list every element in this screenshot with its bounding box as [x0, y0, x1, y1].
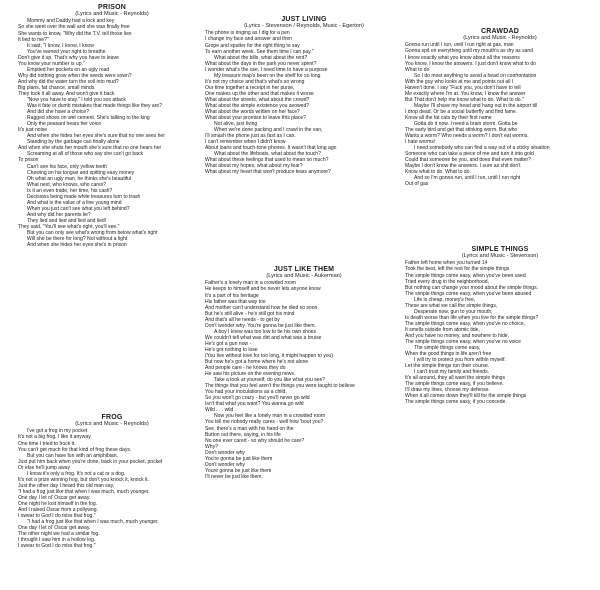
lyric-line: I've got a frog in my pocket — [27, 428, 88, 435]
lyric-line: I'll draw my lines, choose my defense. — [405, 387, 490, 394]
lyric-line: Don't give it up. That's why you have to leave — [18, 54, 119, 61]
lyric-line: I thought I saw him in a hollow log. — [18, 537, 96, 544]
lyric-line: With the guy who looks at me and points out all I — [405, 78, 514, 85]
lyric-line: Maybe I'll shave my head and hang out in the airport till — [414, 102, 538, 109]
lyric-line: Gotta do it now. I need a brain storm. Gotta be — [414, 121, 518, 128]
lyric-line: Grope and sputter for the right thing to say — [205, 42, 300, 49]
lyric-line: And you have no money, and nowhere to hide, — [405, 332, 510, 339]
lyric-line: So I do most anything to avoid a head on confrontation — [414, 72, 537, 79]
lyric-line: It's all around, they all want the simple things — [405, 375, 505, 382]
lyric-line: I need somebody who can find a way out of a sticky situation — [414, 145, 550, 152]
lyric-line: Desperate now, gun to your mouth, — [414, 308, 493, 315]
lyric-line: Just put him back when you're done, back in your pocket, pocket — [18, 458, 163, 465]
lyric-line: Maybe I don't know the answers. I sure as shit don't — [405, 163, 521, 170]
lyric-line: One day I let ol' Oscar get away. — [18, 525, 91, 532]
lyric-line: Me exactly where I'm at. You know, I know the answer — [405, 90, 526, 97]
lyric-line: But nothing can change your mood about the simple things. — [405, 284, 538, 291]
lyric-line: He's got nothing to lose — [205, 346, 258, 353]
lyric-line: "Now you have to stay." I told you sos attack — [27, 97, 126, 104]
lyric-line: Only the peasant hears her voice — [27, 121, 102, 128]
lyric-line: I change my face and answer and then — [205, 36, 292, 43]
lyric-line: Was it fate or dumb mistakes that made things like they are? — [27, 103, 163, 110]
lyric-line: I swear to God I do miss that frog." — [18, 543, 96, 550]
lyric-line: The early bird and get that stinking worm. But who — [405, 127, 518, 134]
lyric-line: And when she hides her eyes she's sure that no one sees her — [27, 133, 165, 140]
lyric-line: The simple things come easy, when you've no voice — [405, 339, 521, 346]
lyric-line: (You live without love for too long, it might happen to you) — [205, 352, 334, 359]
lyric-line: It's a part of his heritage — [205, 292, 259, 299]
lyric-line: Life is cheap, money's free, — [414, 296, 476, 303]
lyric-line: Standing by the garbage can finally alone — [27, 139, 120, 146]
lyric-line: He keeps to himself and he never lets anyone know — [205, 286, 321, 293]
lyric-line: Don't wonder why — [205, 449, 245, 456]
lyric-line: Why did nothing grow when the seeds were sown? — [18, 72, 132, 79]
song-lyrics — [205, 30, 403, 175]
song-title: SIMPLE THINGS — [471, 246, 529, 253]
lyric-line: Someone who can take a piece of me and turn it into gold — [405, 151, 534, 158]
lyric-line: I know exactly what you know about all the reasons — [405, 54, 520, 61]
lyric-line: The simple things come easy, when you've been used. — [405, 272, 528, 279]
lyric-line: But you can only see what's wrong from below what's right — [27, 230, 158, 237]
lyric-line: Is it an even trade, her time, his cash? — [27, 187, 113, 194]
lyric-line: They took it all away. And won't give it back — [18, 90, 115, 97]
lyric-line: Haven't done. I say "Fuck you, you don't have to tell — [405, 84, 521, 91]
lyric-line: "I had a frog just like that when I was much, much younger. — [18, 488, 150, 495]
lyric-line: But you can have fun with an amphibian. — [27, 452, 118, 459]
lyric-line: And when she hides her eyes she's in prison — [27, 242, 127, 249]
lyric-line: Don't wonder why — [205, 461, 245, 468]
lyric-line: Wants a worm? Who needs a worm? I don't eat worms. — [405, 133, 529, 140]
lyric-line: And what is the value of a line young mind — [27, 199, 122, 206]
lyric-line: My treasure map's been on the shelf for so long — [214, 72, 321, 79]
lyric-line: I'll smash the phone just as fast as I can. — [205, 133, 296, 140]
lyric-line: I can't trust my family and friends. — [414, 369, 490, 376]
lyric-line: When it all comes down they'll kill for the simple things — [405, 393, 527, 400]
lyric-line: Chewing on his tongue and spitting easy money — [27, 169, 135, 176]
lyric-line: Emptied her pockets on an ugly road — [27, 66, 110, 73]
lyric-line: The simple things come easy, when you've no choice, — [405, 320, 526, 327]
lyric-line: Our time together a receipt in her purse, — [205, 84, 295, 91]
lyric-line: They lied and lied and lied and lied! — [27, 217, 107, 224]
song-credits: (Lyrics and Music - Aukerman) — [266, 273, 342, 279]
lyric-line: What to do — [405, 66, 430, 73]
lyric-line: But now he's got a home where he's not alone — [205, 359, 309, 366]
lyric-line: A boy I knew was too low to tie his own shoes — [214, 328, 317, 335]
lyric-line: The other night we had a similar fog. — [18, 531, 100, 538]
lyric-line: The simple things come easy, when you've been abused — [405, 290, 532, 297]
lyric-line: These are what we call the simple things, — [405, 302, 498, 309]
lyric-line: It's not a big frog, I like it anyway. — [18, 434, 92, 441]
lyric-line: The phone is ringing as I dig for a pen — [205, 30, 290, 37]
lyric-line: Mommy and Daddy had a lock and key — [27, 18, 115, 25]
lyric-line: One time I tried to hock it. — [18, 440, 76, 447]
lyric-line: We couldn't tell what was dirt and what was a bruise — [205, 334, 322, 341]
song-credits: (Lyrics and Music - Stevenson) — [461, 253, 539, 259]
song-just-living — [205, 16, 403, 176]
lyric-line: Button out there, saying, in his life — [205, 431, 281, 438]
lyric-line: What next, who knows, who cares? — [27, 181, 107, 188]
lyric-line: Just the other day I heard this old man say, — [18, 482, 115, 489]
lyric-line: What about the bills, what about the rent? — [214, 54, 308, 61]
lyric-line: Oh what an ugly man, he thinks she's beautiful — [27, 175, 132, 182]
song-lyrics — [405, 260, 595, 405]
song-just-like-them — [205, 266, 403, 480]
lyric-line: Know all the fat cats by their first name — [405, 114, 492, 121]
lyric-line: It's not my choice and that's what's so wrong — [205, 78, 305, 85]
lyric-line: I drop dead. Or be a social butterfly and find fame. — [405, 108, 518, 115]
lyric-line: What about my heart that won't produce tears anymore? — [205, 169, 331, 176]
lyric-line: And why did the water turn the soil into mud? — [18, 78, 119, 85]
lyric-line: When you just can't see what you left behind? — [27, 205, 130, 212]
lyric-line: When we're done packing and I crawl in the van, — [214, 127, 323, 134]
lyric-line: What about my hopes, what about my fear? — [205, 163, 303, 170]
lyric-line: One night he lost himself in the fog. — [18, 500, 98, 507]
song-title: CRAWDAD — [481, 28, 519, 35]
lyric-line: It's just noise — [18, 127, 48, 134]
song-lyrics — [405, 42, 595, 187]
lyric-line: I can't remember when I didn't know — [205, 139, 286, 146]
song-prison — [18, 4, 206, 248]
lyric-line: The things that you feel aren't the things you were taught to believe — [205, 383, 355, 390]
lyric-line: What about the lifeboats, what about the touch? — [214, 151, 321, 158]
lyric-line: What about the words written on her face? — [205, 109, 300, 116]
lyric-line: Take a look at yourself, do you like what you see? — [214, 377, 326, 384]
song-title: FROG — [101, 414, 123, 421]
lyric-line: It smells outside from atomic tide, — [405, 326, 480, 333]
lyric-line: "I had a frog just like that when I was much, much younger. — [27, 519, 159, 526]
lyric-line: Not alive, just living — [214, 121, 258, 128]
lyric-line: No one ever cared - so why should he care? — [205, 437, 305, 444]
lyric-line: And that's all he needs - to get by — [205, 316, 280, 323]
lyric-line: The simple things come easy, if you believe. — [405, 381, 504, 388]
lyric-line: And why did her parents lie? — [27, 211, 91, 218]
lyric-line: I wonder what's the use, I need time to have a purpose — [205, 66, 328, 73]
lyric-line: Don't wonder why. You're gonna be just like them. — [205, 322, 316, 329]
lyric-line: She wants to know, "Why did the T.V. tell those lies — [18, 30, 132, 37]
lyric-line: Can't see his face, only yellow teeth — [27, 163, 108, 170]
lyric-line: You had your inoculations as a child, — [205, 389, 287, 396]
lyric-line: Out of gas — [405, 181, 429, 188]
lyric-line: One day I let ol' Oscar get away. — [18, 494, 91, 501]
lyric-line: I know it's only a frog. It's not a cat or a dog. — [27, 470, 126, 477]
lyric-line: It lied to me?" — [18, 36, 49, 43]
song-credits: (Lyrics and Music - Reynolds) — [463, 35, 537, 41]
lyric-line: I hate worms! — [405, 139, 436, 146]
lyric-line: And people care - he knows they do — [205, 365, 286, 372]
song-lyrics — [18, 428, 206, 549]
lyric-line: He's got a gun now - — [205, 340, 252, 347]
lyric-line: Father's a lonely man in a crowded room — [205, 280, 297, 287]
lyric-line: Let the simple things run their course. — [405, 363, 490, 370]
lyric-line: When the good things in life aren't free — [405, 351, 492, 358]
lyric-line: Why? — [205, 443, 218, 450]
lyric-line: I will try to protect you from within myself. — [414, 357, 506, 364]
lyric-line: So you won't go crazy - but you'll never go wild — [205, 395, 310, 402]
lyric-line: To prison — [18, 157, 39, 164]
lyric-line: Will she be there for long? Not without a light — [27, 236, 128, 243]
lyric-line: You know your number is up." — [18, 60, 85, 67]
song-title: JUST LIKE THEM — [273, 266, 335, 273]
lyric-line: Ragged shoes on wet cement. She's talking to the king — [27, 115, 150, 122]
lyric-line: See, there's a man with his hand on the — [205, 425, 294, 432]
lyric-line: And did she have a choice? — [27, 109, 90, 116]
song-frog — [18, 414, 206, 549]
lyric-line: You're gonna be just like them — [205, 455, 273, 462]
song-credits: (Lyrics and Music - Reynolds) — [75, 11, 149, 17]
lyric-line: But he's still alive - he's still got his mind — [205, 310, 295, 317]
song-lyrics — [205, 280, 403, 480]
lyric-line: Is death worse than life when you live for the simple things? — [405, 314, 539, 321]
lyric-line: And I raised Oscar from a pollywog. — [18, 507, 98, 514]
lyric-line: Decisions being made while treasures turn to trash — [27, 193, 141, 200]
lyric-line: Know what to do. What to do. — [405, 169, 471, 176]
song-credits: (Lyrics - Stevenson / Reynolds, Music - Egerton) — [244, 23, 364, 29]
lyric-line: Could that someone be you, and does that even matter? — [405, 157, 531, 164]
lyric-line: Youre gonna be just like them — [205, 467, 272, 474]
lyric-line: Took the best, left the rest for the simple things — [405, 266, 510, 273]
lyric-line: Gonna run until I run, until I run right at gas, man — [405, 42, 514, 49]
song-lyrics — [18, 18, 206, 248]
lyric-line: He saw his picture on the evening news. — [205, 371, 296, 378]
lyric-line: You've earned your right to breathe — [27, 48, 106, 55]
lyric-line: His father was that way too — [205, 298, 266, 305]
song-crawdad — [405, 28, 595, 188]
song-title: JUST LIVING — [281, 16, 327, 23]
lyric-line: Father left home when you turned 14 — [405, 260, 488, 267]
lyric-line: To earn another week. See them time I can pay." — [205, 48, 314, 55]
lyric-line: What about the streets, what about the crowd? — [205, 96, 310, 103]
lyric-line: And when she shuts her mouth she's sure that no one hears her — [18, 145, 162, 152]
lyric-line: And so I'm gonna run, until I run, until I run right — [414, 175, 521, 182]
lyric-line: Or else he'll jump away — [18, 464, 71, 471]
lyric-line: But That don't help me know what to do. What to do." — [405, 96, 524, 103]
lyric-line: The simple things come easy, if you concede. — [405, 399, 507, 406]
lyric-line: Now you feel like a lonely man in a crowded room — [214, 413, 326, 420]
song-title: PRISON — [97, 4, 127, 11]
lyric-line: One makes up the other and that makes it worse — [205, 90, 314, 97]
lyric-line: So she went over the wall and she was finally free — [18, 24, 130, 31]
lyric-line: What about the simple existence you avowed? — [205, 102, 310, 109]
lyric-line: They said, "You'll see what's right, you'll see." — [18, 224, 120, 230]
lyric-line: About loans and touch-tone phones. It wasn't that long ago — [205, 145, 337, 152]
lyric-line: What about the days in the park you never spent? — [205, 60, 317, 67]
lyric-line: It said, "I know, I know, I know — [27, 42, 94, 49]
lyric-line: Isn't that what you want? You wanna go wild — [205, 401, 304, 408]
lyric-line: The simple things come easy, — [414, 345, 481, 352]
lyric-line: Gonna spit on everything until my mouth's as dry as sand — [405, 48, 534, 55]
song-credits: (Lyrics and Music - Reynolds) — [75, 421, 149, 427]
lyric-line: I'll never be just like them. — [205, 473, 263, 480]
song-simple-things — [405, 246, 595, 406]
lyric-line: It's not a prize winning hog, but don't you knock it, knock it. — [18, 476, 149, 483]
lyric-line: What about your promise to leave this place? — [205, 115, 306, 122]
lyric-line: You tell me nobody really cares - well how 'bout you? — [205, 419, 324, 426]
lyric-line: Big plans, fat chance, small minds — [18, 84, 95, 91]
lyric-line: Wild . . . wild — [205, 407, 234, 414]
lyric-line: Tried every drug in the neighborhood, — [405, 278, 489, 285]
lyric-line: You know, I know the answers. I just don't know what to do — [405, 60, 536, 67]
lyric-line: You can't get much for that kind of frog these days. — [18, 446, 132, 453]
lyric-line: I swear to God I do miss that frog." — [18, 513, 96, 520]
lyric-line: What about these feelings that used to mean so much? — [205, 157, 329, 164]
lyric-line: Screaming at all of those who say she can't go back — [27, 151, 143, 158]
lyric-line: And mother can't understand how he died so soon — [205, 304, 318, 311]
